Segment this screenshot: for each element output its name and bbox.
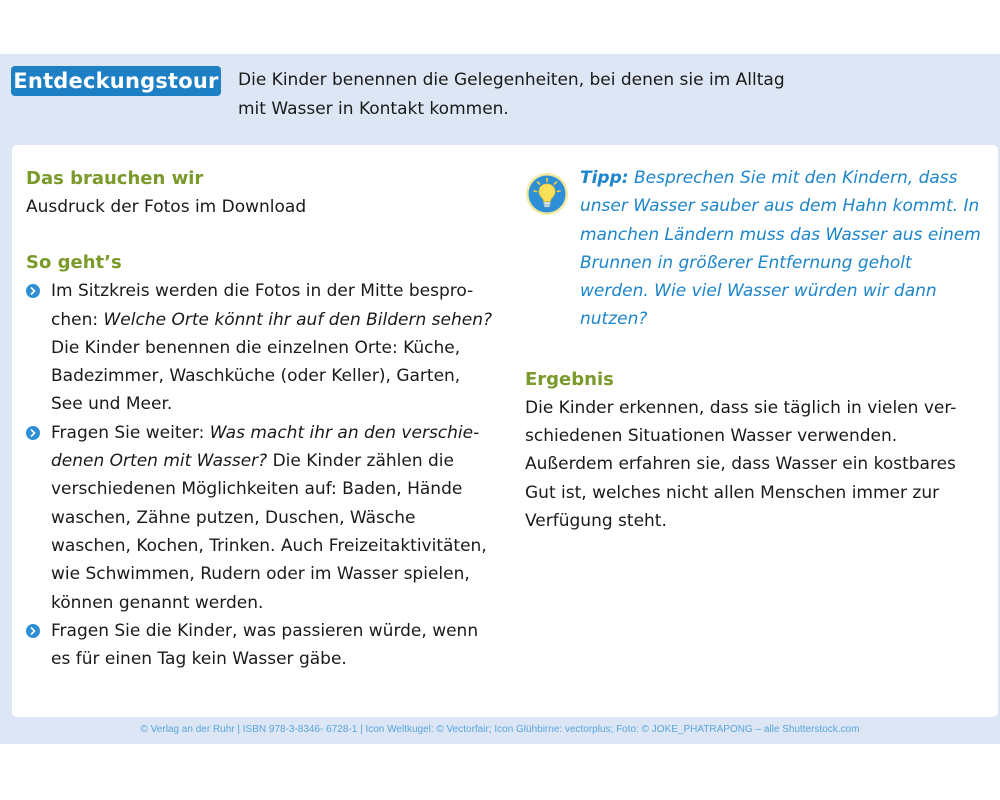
footer-credits: © Verlag an der Ruhr | ISBN 978-3-8346- 6728-1 | Icon Weltkugel: © Vectorfair; Icon Glühbirne: vectorplus; Foto: © JOKE_PHATRAPONG – alle Shutterstock.com [140,724,860,735]
tip-text [580,164,985,334]
step-text: Fragen Sie weiter: [51,422,210,443]
result-text: Die Kinder erkennen, dass sie täglich in vielen ver-schiedenen Situationen Wasser verwenden. Außerdem erfahren sie, dass Wasser ein kostbares Gut ist, welches nicht allen Menschen immer zur Verfügung steht. [525,397,957,531]
step-item [26,617,496,674]
step-item [26,419,496,617]
steps-list [26,277,496,673]
left-column [26,164,496,673]
tip-body: Besprechen Sie mit den Kindern, dass unser Wasser sauber aus dem Hahn kommt. In manchen Ländern muss das Wasser aus einem Brunnen in größerer Entfernung geholt werden. Wie viel Wasser würden wir dann nutzen? [580,168,981,330]
tip-box [525,164,985,334]
howto-heading: So geht’s [26,252,122,274]
step-question: Welche Orte könnt ihr auf den Bildern sehen? [103,309,493,330]
step-text: Im Sitzkreis werden die Fotos in der Mitte bespro-chen: [51,281,474,330]
step-item [26,277,496,418]
step-text: Die Kinder zählen die verschiedenen Möglichkeiten auf: Baden, Hände waschen, Zähne putzen, Duschen, Wäsche waschen, Kochen, Trinken. Auch Freizeitaktivitäten, wie Schwimmen, Rudern oder im Wasser spielen, können genannt werden. [51,451,487,613]
lightbulb-icon [525,172,569,216]
result-heading: Ergebnis [525,368,614,390]
right-column [525,164,985,535]
arrow-bullet-icon [26,284,40,298]
intro-line-1: Die Kinder benennen die Gelegenheiten, bei denen sie im Alltag [238,70,785,90]
step-text: Fragen Sie die Kinder, was passieren würde, wenn es für einen Tag kein Wasser gäbe. [51,620,479,670]
step-text: Die Kinder benennen die einzelnen Orte: Küche, Badezimmer, Waschküche (oder Keller), Garten, See und Meer. [51,337,461,415]
intro-line-2: mit Wasser in Kontakt kommen. [238,99,509,119]
intro-text [238,66,978,124]
materials-text: Ausdruck der Fotos im Download [26,197,307,217]
materials-heading: Das brauchen wir [26,168,204,189]
tip-label: Tipp: [580,168,629,188]
arrow-bullet-icon [26,624,40,638]
step-question: Was macht ihr an den verschie-denen Orten mit Wasser? [51,422,480,472]
arrow-bullet-icon [26,426,40,440]
section-tag: Entdeckungstour [11,66,221,96]
